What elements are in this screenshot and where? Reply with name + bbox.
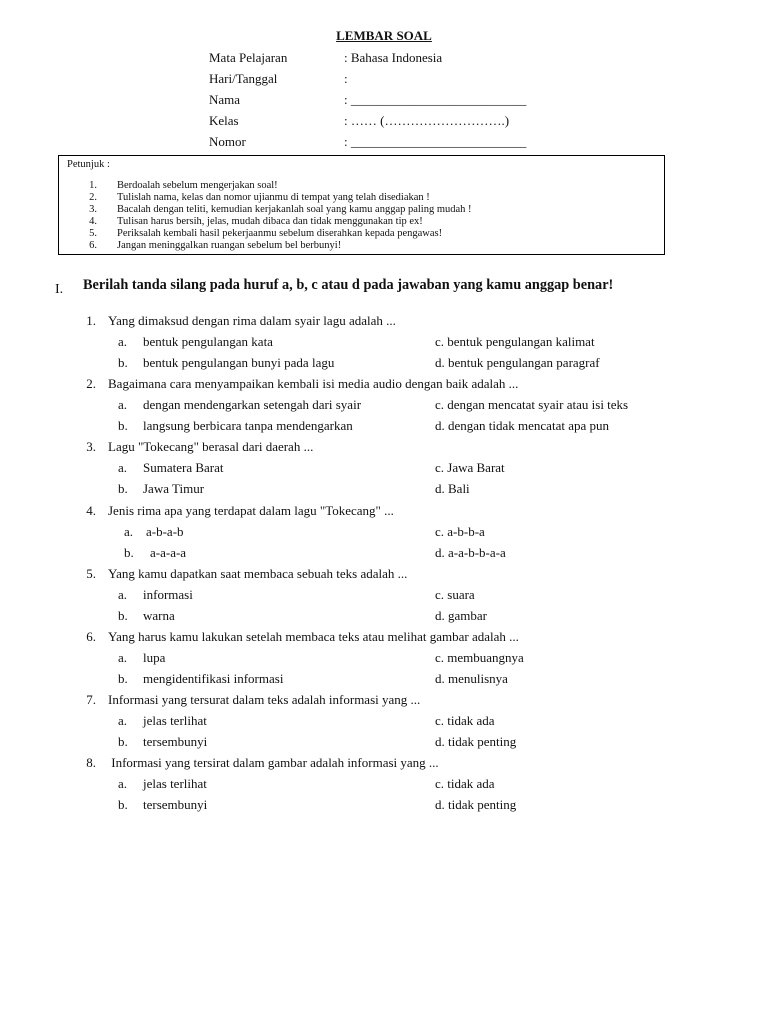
option-d[interactable]: d. bentuk pengulangan paragraf: [435, 355, 600, 370]
question-number: 2.: [86, 376, 96, 391]
option-c[interactable]: c. tidak ada: [435, 776, 495, 791]
header-value: : ___________________________: [344, 92, 527, 107]
option-letter: b.: [118, 481, 128, 496]
option-text: warna: [143, 608, 175, 623]
option-letter: b.: [118, 734, 128, 749]
option-c[interactable]: c. a-b-b-a: [435, 524, 485, 539]
option-text: bentuk pengulangan bunyi pada lagu: [143, 355, 335, 370]
header-label: Hari/Tanggal: [209, 71, 278, 86]
option-text: Jawa Timur: [143, 481, 205, 496]
option-letter: b.: [118, 355, 128, 370]
option-text: bentuk pengulangan kata: [143, 334, 273, 349]
question-text: Yang harus kamu lakukan setelah membaca teks atau melihat gambar adalah ...: [108, 629, 519, 644]
header-value: : …… (……………………….): [344, 113, 510, 128]
option-text: a-a-a-a: [150, 545, 187, 560]
option-c[interactable]: c. Jawa Barat: [435, 460, 505, 475]
option-text: informasi: [143, 587, 193, 602]
instruction-number: 4.: [89, 216, 97, 227]
option-text: tersembunyi: [143, 797, 208, 812]
option-text: lupa: [143, 650, 166, 665]
question-number: 3.: [86, 439, 96, 454]
option-c[interactable]: c. bentuk pengulangan kalimat: [435, 334, 595, 349]
question: [84, 313, 684, 331]
question: [84, 503, 684, 521]
instruction-text: Tulisan harus bersih, jelas, mudah dibaca dan tidak menggunakan tip ex!: [117, 216, 423, 227]
question-text: Informasi yang tersirat dalam gambar adalah informasi yang ...: [108, 755, 439, 770]
instruction-number: 6.: [89, 240, 97, 251]
question-number: 8.: [86, 755, 96, 770]
option-d[interactable]: d. gambar: [435, 608, 487, 623]
option-text: jelas terlihat: [143, 776, 207, 791]
instruction-number: 2.: [89, 192, 97, 203]
header-label: Kelas: [209, 113, 239, 128]
option-letter: a.: [118, 397, 128, 412]
option-letter: b.: [118, 797, 128, 812]
option-d[interactable]: d. a-a-b-b-a-a: [435, 545, 506, 560]
option-letter: a.: [118, 776, 128, 791]
option-c[interactable]: c. membuangnya: [435, 650, 524, 665]
option-d[interactable]: d. Bali: [435, 481, 470, 496]
header-value: : Bahasa Indonesia: [344, 50, 443, 65]
question-text: Lagu "Tokecang" berasal dari daerah ...: [108, 439, 314, 454]
document-title: LEMBAR SOAL: [336, 28, 432, 43]
instructions-title: Petunjuk :: [67, 159, 110, 170]
question: [84, 376, 684, 394]
instruction-text: Berdoalah sebelum mengerjakan soal!: [117, 180, 278, 191]
instruction-number: 1.: [89, 180, 97, 191]
instruction-text: Periksalah kembali hasil pekerjaanmu sebelum diserahkan kepada pengawas!: [117, 228, 443, 239]
option-d[interactable]: d. tidak penting: [435, 797, 517, 812]
option-letter: a.: [118, 713, 128, 728]
option-letter: b.: [118, 671, 128, 686]
question: [84, 566, 684, 584]
question-text: Bagaimana cara menyampaikan kembali isi media audio dengan baik adalah ...: [108, 376, 519, 391]
instruction-text: Jangan meninggalkan ruangan sebelum bel berbunyi!: [117, 240, 342, 251]
section-number: I.: [55, 282, 64, 297]
question-text: Yang kamu dapatkan saat membaca sebuah teks adalah ...: [108, 566, 408, 581]
option-letter: a.: [118, 460, 128, 475]
instruction-number: 5.: [89, 228, 97, 239]
header-label: Nama: [209, 92, 241, 107]
question-number: 7.: [86, 692, 96, 707]
question-number: 6.: [86, 629, 96, 644]
instructions-box: [58, 155, 665, 255]
question-number: 5.: [86, 566, 96, 581]
option-d[interactable]: d. menulisnya: [435, 671, 508, 686]
option-letter: a.: [124, 524, 134, 539]
header-value: : ___________________________: [344, 134, 527, 149]
option-text: Sumatera Barat: [143, 460, 224, 475]
question: [84, 439, 684, 457]
option-d[interactable]: d. tidak penting: [435, 734, 517, 749]
question: [84, 692, 684, 710]
question-text: Yang dimaksud dengan rima dalam syair lagu adalah ...: [108, 313, 396, 328]
section-instruction: Berilah tanda silang pada huruf a, b, c atau d pada jawaban yang kamu anggap benar!: [83, 277, 614, 293]
option-text: dengan mendengarkan setengah dari syair: [143, 397, 362, 412]
question-number: 4.: [86, 503, 96, 518]
header-label: Nomor: [209, 134, 246, 149]
option-letter: a.: [118, 334, 128, 349]
header-label: Mata Pelajaran: [209, 50, 288, 65]
option-letter: b.: [118, 418, 128, 433]
option-c[interactable]: c. tidak ada: [435, 713, 495, 728]
option-d[interactable]: d. dengan tidak mencatat apa pun: [435, 418, 609, 433]
option-letter: b.: [124, 545, 134, 560]
instruction-text: Tulislah nama, kelas dan nomor ujianmu di tempat yang telah disediakan !: [117, 192, 430, 203]
question-text: Jenis rima apa yang terdapat dalam lagu "Tokecang" ...: [108, 503, 394, 518]
instruction-number: 3.: [89, 204, 97, 215]
instruction-item: [83, 240, 643, 253]
option-c[interactable]: c. dengan mencatat syair atau isi teks: [435, 397, 629, 412]
option-letter: b.: [118, 608, 128, 623]
question: [84, 629, 684, 647]
option-text: tersembunyi: [143, 734, 208, 749]
question: [84, 755, 684, 773]
option-text: mengidentifikasi informasi: [143, 671, 284, 686]
question-number: 1.: [86, 313, 96, 328]
option-text: a-b-a-b: [146, 524, 184, 539]
option-text: jelas terlihat: [143, 713, 207, 728]
question-text: Informasi yang tersurat dalam teks adalah informasi yang ...: [108, 692, 421, 707]
option-text: langsung berbicara tanpa mendengarkan: [143, 418, 353, 433]
instruction-text: Bacalah dengan teliti, kemudian kerjakanlah soal yang kamu anggap paling mudah !: [117, 204, 472, 215]
option-letter: a.: [118, 587, 128, 602]
option-letter: a.: [118, 650, 128, 665]
header-value: :: [344, 71, 348, 86]
option-c[interactable]: c. suara: [435, 587, 475, 602]
